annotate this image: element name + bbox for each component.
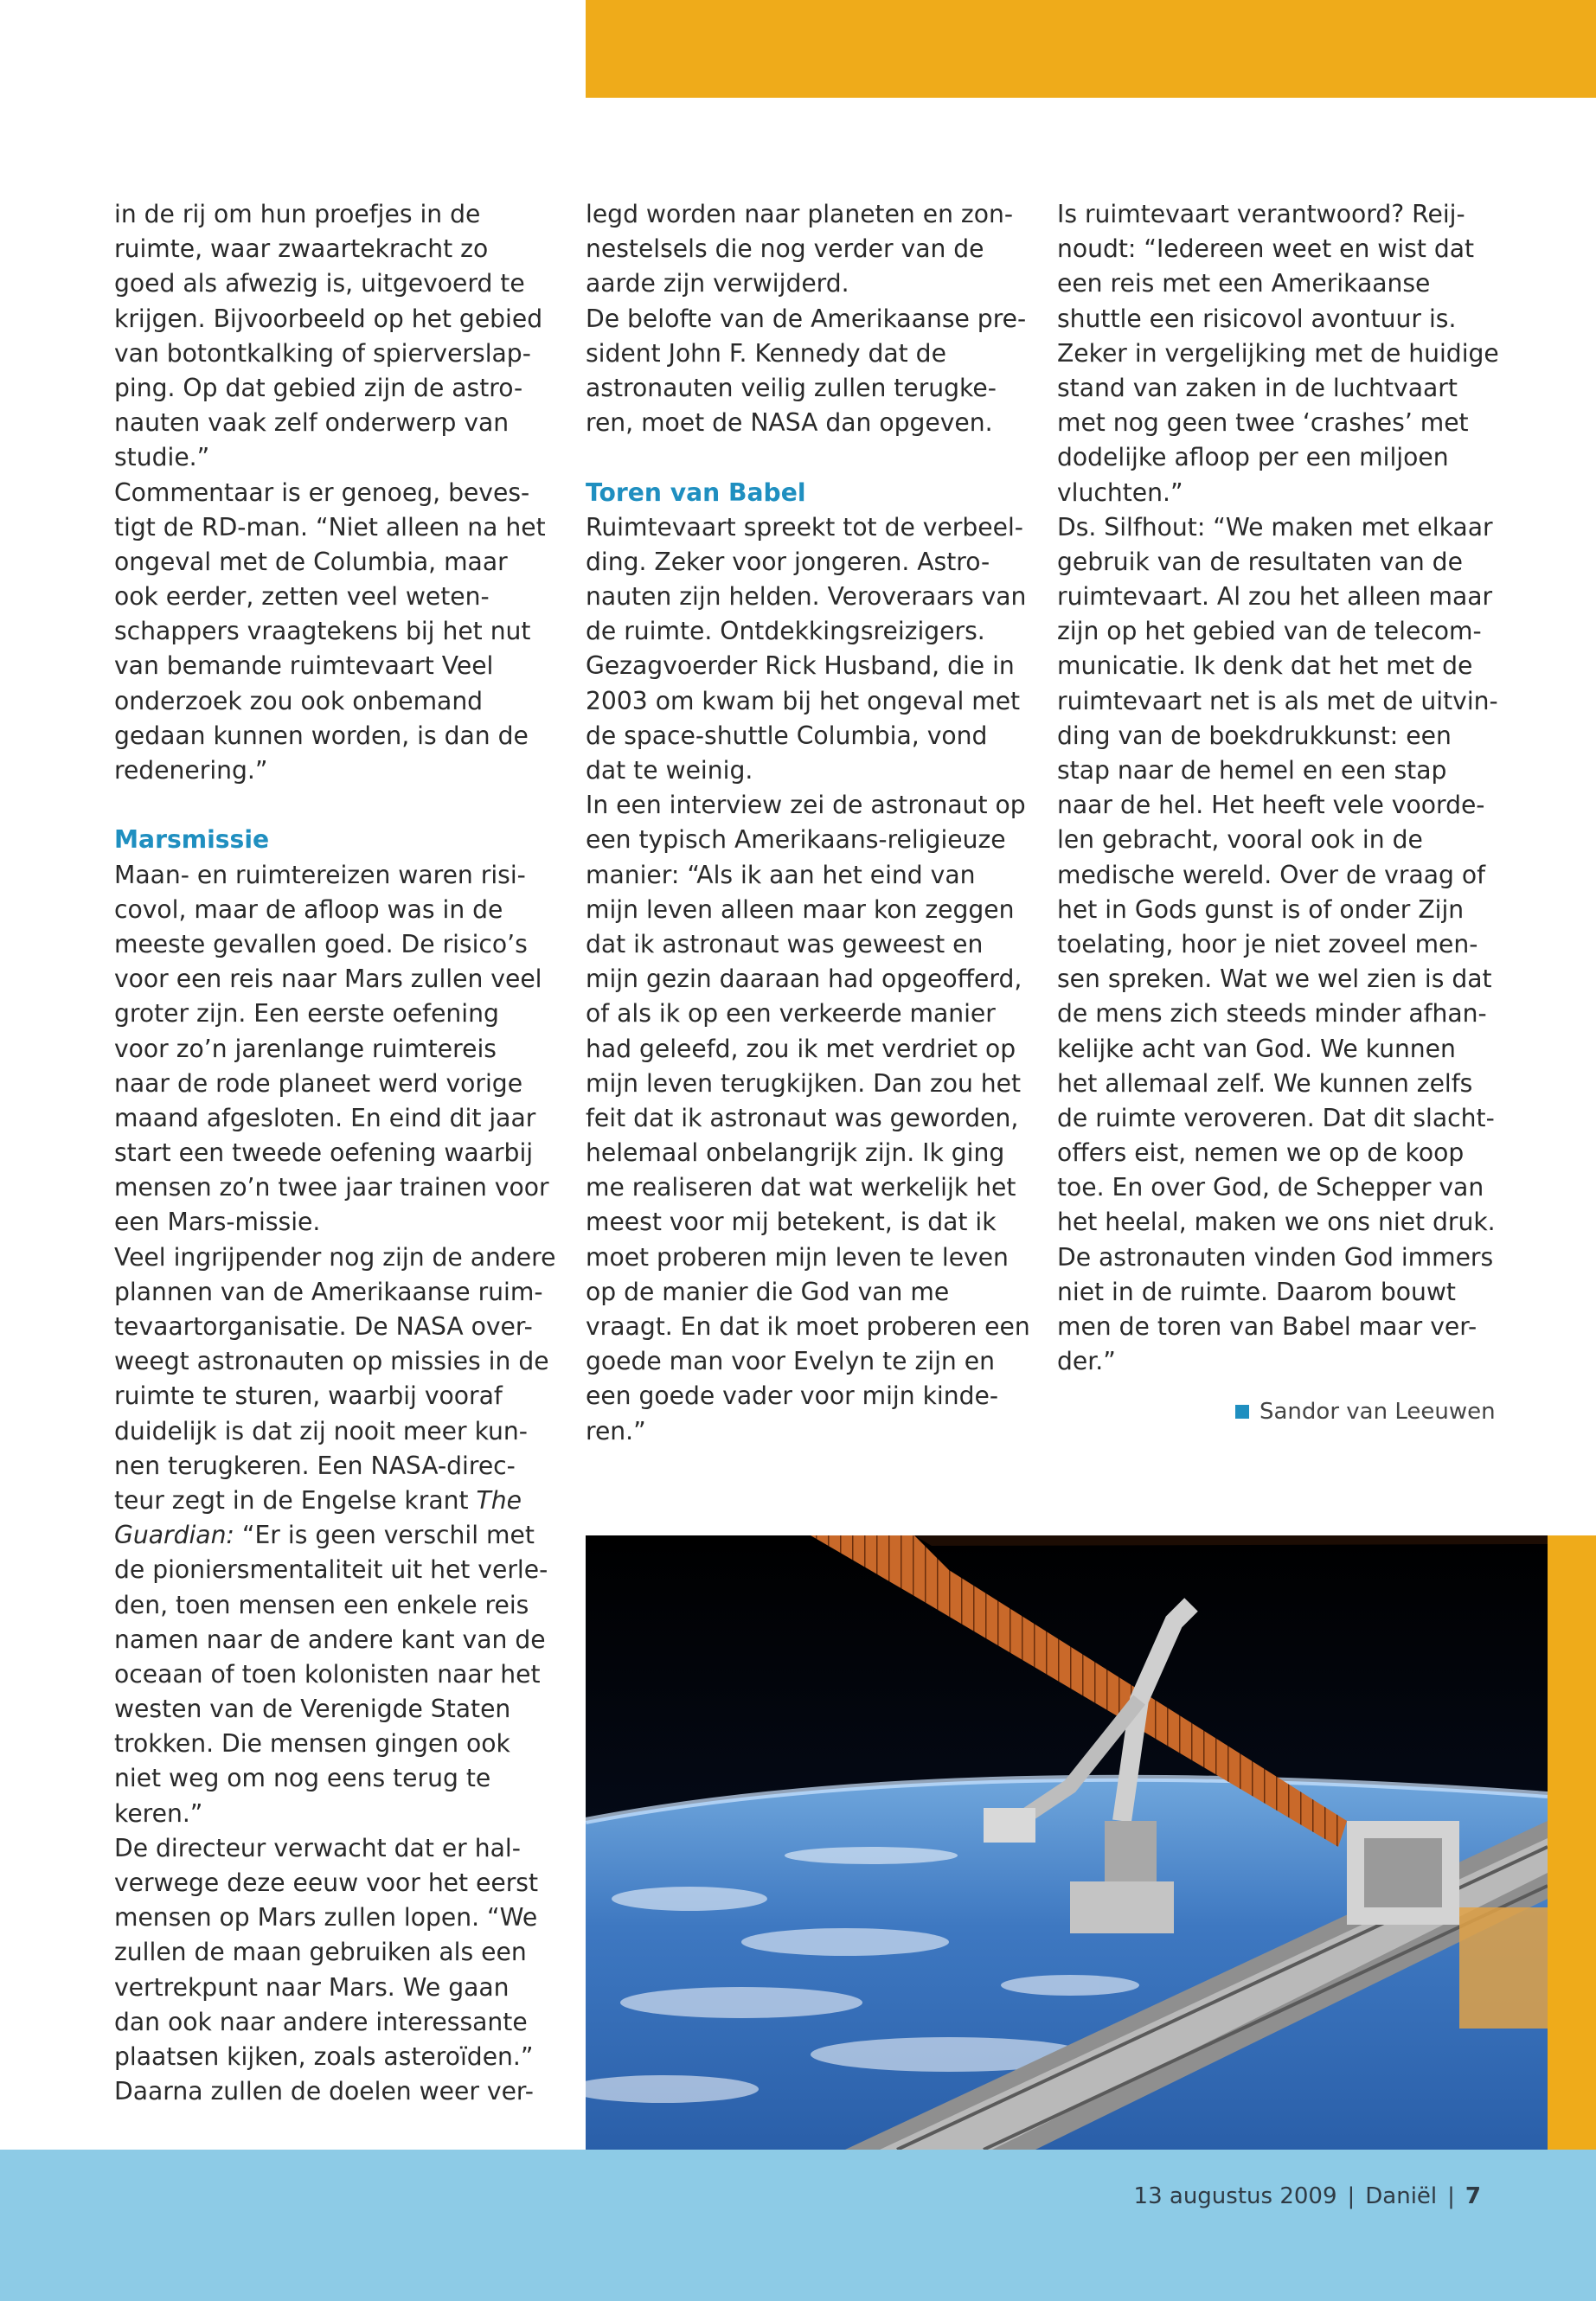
text-line: offers eist, nemen we op de koop <box>1057 1138 1465 1168</box>
footer-publication: Daniël <box>1365 2183 1438 2209</box>
text-line <box>114 1484 547 1518</box>
text-line: vluchten.” <box>1057 478 1183 507</box>
text-line: met nog geen twee ‘crashes’ met <box>1057 408 1469 438</box>
footer <box>1134 2183 1481 2209</box>
text-line: dat te weinig. <box>586 756 753 785</box>
footer-band <box>0 2150 1596 2301</box>
text-line: maand afgesloten. En eind dit jaar <box>114 1103 536 1132</box>
text-line: mijn gezin daaraan had opgeofferd, <box>586 965 1022 994</box>
line-text: teur zegt in de Engelse krant <box>114 1485 477 1515</box>
text-line: ding van de boekdrukkunst: een <box>1057 721 1452 750</box>
text-line: groter zijn. Een eerste oefening <box>114 999 499 1029</box>
text-line: shuttle een risicovol avontuur is. <box>1057 304 1457 333</box>
text-line: feit dat ik astronaut was geworden, <box>586 1103 1019 1132</box>
text-line: sident John F. Kennedy dat de <box>586 338 946 368</box>
text-line: op de manier die God van me <box>586 1277 950 1306</box>
text-line: meeste gevallen goed. De risico’s <box>114 929 528 958</box>
text-line: een Mars-missie. <box>114 1208 321 1237</box>
text-line: dan ook naar andere interessante <box>114 2007 528 2036</box>
text-line: had geleefd, zou ik met verdriet op <box>586 1034 1016 1063</box>
text-line: Maan- en ruimtereizen waren risi- <box>114 860 526 889</box>
text-line: ook eerder, zetten veel weten- <box>114 582 490 612</box>
text-line: ping. Op dat gebied zijn de astro- <box>114 373 523 402</box>
text-line: gebruik van de resultaten van de <box>1057 547 1463 576</box>
text-line: studie.” <box>114 443 210 472</box>
text-line: men de toren van Babel maar ver- <box>1057 1312 1477 1341</box>
text-line: Gezagvoerder Rick Husband, die in <box>586 651 1015 681</box>
text-line: goed als afwezig is, uitgevoerd te <box>114 269 525 298</box>
text-line: me realiseren dat wat werkelijk het <box>586 1173 1016 1202</box>
text-line: nauten zijn helden. Veroveraars van <box>586 582 1027 612</box>
text-line: gedaan kunnen worden, is dan de <box>114 721 529 750</box>
text-line: legd worden naar planeten en zon- <box>586 200 1013 228</box>
text-line: voor zo’n jarenlange ruimtereis <box>114 1034 497 1063</box>
text-line: een reis met een Amerikaanse <box>1057 269 1431 298</box>
text-line: De belofte van de Amerikaanse pre- <box>586 304 1027 333</box>
italic-text: Guardian: <box>114 1521 234 1550</box>
text-line: niet in de ruimte. Daarom bouwt <box>1057 1277 1456 1306</box>
text-line: het heelal, maken we ons niet druk. <box>1057 1208 1496 1237</box>
text-line: ding. Zeker voor jongeren. Astro- <box>586 547 990 576</box>
text-line: Daarna zullen de doelen weer ver- <box>114 2077 534 2106</box>
text-line: toelating, hoor je niet zoveel men- <box>1057 929 1478 958</box>
text-line: naar de rode planeet werd vorige <box>114 1068 523 1098</box>
text-line: van bemande ruimtevaart Veel <box>114 651 494 681</box>
text-line: ruimte, waar zwaartekracht zo <box>114 234 489 264</box>
text-line: duidelijk is dat zij nooit meer kun- <box>114 1416 528 1445</box>
text-line: vraagt. En dat ik moet proberen een <box>586 1312 1030 1341</box>
text-line: naar de hel. Het heeft vele voorde- <box>1057 791 1485 820</box>
text-line: manier: “Als ik aan het eind van <box>586 860 976 889</box>
text-line: dat ik astronaut was geweest en <box>586 929 984 958</box>
text-line: stand van zaken in de luchtvaart <box>1057 373 1458 402</box>
text-line: In een interview zei de astronaut op <box>586 791 1026 820</box>
text-line: ren, moet de NASA dan opgeven. <box>586 408 993 438</box>
iss-earth-illustration <box>586 1535 1548 2150</box>
text-line: covol, maar de afloop was in de <box>114 894 503 924</box>
text-line: noudt: “Iedereen weet en wist dat <box>1057 234 1475 264</box>
text-line: toe. En over God, de Schepper van <box>1057 1173 1484 1202</box>
text-line: kelijke acht van God. We kunnen <box>1057 1034 1456 1063</box>
text-column-3 <box>1057 197 1499 1430</box>
text-line: ren.” <box>586 1416 646 1445</box>
text-line: vertrekpunt naar Mars. We gaan <box>114 1972 510 2002</box>
text-line: nauten vaak zelf onderwerp van <box>114 408 510 438</box>
text-line: plannen van de Amerikaanse ruim- <box>114 1277 543 1306</box>
text-line: ruimtevaart. Al zou het alleen maar <box>1057 582 1493 612</box>
text-line: 2003 om kwam bij het ongeval met <box>586 686 1021 715</box>
text-line: tigt de RD-man. “Niet alleen na het <box>114 512 546 542</box>
text-line: keren.” <box>114 1798 203 1828</box>
text-line: goede man voor Evelyn te zijn en <box>586 1347 995 1376</box>
italic-text: The <box>476 1485 522 1515</box>
text-line: mijn leven alleen maar kon zeggen <box>586 894 1015 924</box>
text-line: mijn leven terugkijken. Dan zou het <box>586 1068 1022 1098</box>
text-line: plaatsen kijken, zoals asteroïden.” <box>114 2041 534 2071</box>
author-name: Sandor van Leeuwen <box>1259 1399 1496 1426</box>
text-line: voor een reis naar Mars zullen veel <box>114 965 542 994</box>
text-line: verwege deze eeuw voor het eerst <box>114 1868 539 1897</box>
text-line: tevaartorganisatie. De NASA over- <box>114 1312 533 1341</box>
text-line: trokken. Die mensen gingen ook <box>114 1729 510 1759</box>
text-line: nestelsels die nog verder van de <box>586 234 984 264</box>
paragraph-gap <box>586 440 1018 475</box>
text-line: mensen op Mars zullen lopen. “We <box>114 1903 538 1932</box>
text-line: het in Gods gunst is of onder Zijn <box>1057 894 1465 924</box>
text-line: mensen zo’n twee jaar trainen voor <box>114 1173 549 1202</box>
space-station-photo <box>586 1535 1548 2150</box>
text-line: stap naar de hemel en een stap <box>1057 756 1447 785</box>
text-line: astronauten veilig zullen terugke- <box>586 373 997 402</box>
text-line: ongeval met de Columbia, maar <box>114 547 508 576</box>
text-line: municatie. Ik denk dat het met de <box>1057 651 1473 681</box>
text-line: len gebracht, vooral ook in de <box>1057 825 1423 855</box>
line-text: “Er is geen verschil met <box>234 1521 535 1550</box>
side-accent-bar <box>1548 1535 1596 2150</box>
text-line: redenering.” <box>114 756 268 785</box>
text-line: zullen de maan gebruiken als een <box>114 1938 527 1967</box>
text-line: onderzoek zou ook onbemand <box>114 686 484 715</box>
text-column-1 <box>114 197 556 2109</box>
text-line: een typisch Amerikaans-religieuze <box>586 825 1006 855</box>
text-line: het allemaal zelf. We kunnen zelfs <box>1057 1068 1473 1098</box>
section-heading: Marsmissie <box>114 825 270 855</box>
text-line: Commentaar is er genoeg, beves- <box>114 478 530 507</box>
text-line: der.” <box>1057 1347 1116 1376</box>
text-line: namen naar de andere kant van de <box>114 1625 546 1654</box>
text-line: de pioniersmentaliteit uit het verle- <box>114 1555 548 1585</box>
text-line: moet proberen mijn leven te leven <box>586 1242 1009 1272</box>
text-line: of als ik op een verkeerde manier <box>586 999 996 1029</box>
text-line: aarde zijn verwijderd. <box>586 269 849 298</box>
text-line: nen terugkeren. Een NASA-direc- <box>114 1451 516 1480</box>
text-line: den, toen mensen een enkele reis <box>114 1590 529 1619</box>
text-line: ruimte te sturen, waarbij vooraf <box>114 1381 503 1411</box>
page-number: 7 <box>1465 2183 1481 2209</box>
author-byline <box>1057 1394 1496 1429</box>
text-line: helemaal onbelangrijk zijn. Ik ging <box>586 1138 1005 1168</box>
footer-separator-2: | <box>1447 2183 1455 2209</box>
text-line: de mens zich steeds minder afhan- <box>1057 999 1487 1029</box>
text-line: dodelijke afloop per een miljoen <box>1057 443 1449 472</box>
text-line: schappers vraagtekens bij het nut <box>114 617 531 646</box>
text-line: van botontkalking of spierverslap- <box>114 338 531 368</box>
text-line: ruimtevaart net is als met de uitvin- <box>1057 686 1498 715</box>
text-line: weegt astronauten op missies in de <box>114 1347 549 1376</box>
text-line: medische wereld. Over de vraag of <box>1057 860 1486 889</box>
text-line: meest voor mij betekent, is dat ik <box>586 1208 997 1237</box>
text-line: sen spreken. Wat we wel zien is dat <box>1057 965 1492 994</box>
square-bullet-icon <box>1235 1405 1249 1419</box>
text-line: De directeur verwacht dat er hal- <box>114 1833 521 1862</box>
text-line: start een tweede oefening waarbij <box>114 1138 534 1168</box>
top-accent-bar <box>586 0 1596 98</box>
text-column-2 <box>586 197 1030 1449</box>
section-heading: Toren van Babel <box>586 478 806 507</box>
text-line: westen van de Verenigde Staten <box>114 1695 511 1724</box>
text-line: Is ruimtevaart verantwoord? Reij- <box>1057 200 1465 228</box>
text-line: in de rij om hun proefjes in de <box>114 200 481 228</box>
text-line: zijn op het gebied van de telecom- <box>1057 617 1482 646</box>
text-line: een goede vader voor mijn kinde- <box>586 1381 999 1411</box>
footer-date: 13 augustus 2009 <box>1133 2183 1337 2209</box>
text-line: de ruimte veroveren. Dat dit slacht- <box>1057 1103 1495 1132</box>
footer-separator: | <box>1347 2183 1356 2209</box>
text-line: Zeker in vergelijking met de huidige <box>1057 338 1499 368</box>
text-line: de ruimte. Ontdekkingsreizigers. <box>586 617 985 646</box>
text-line: Ruimtevaart spreekt tot de verbeel- <box>586 512 1023 542</box>
text-line: krijgen. Bijvoorbeeld op het gebied <box>114 304 543 333</box>
text-line: niet weg om nog eens terug te <box>114 1764 491 1793</box>
text-line <box>114 1518 547 1553</box>
text-line: Veel ingrijpender nog zijn de andere <box>114 1242 556 1272</box>
text-line: de space-shuttle Columbia, vond <box>586 721 988 750</box>
text-line: oceaan of toen kolonisten naar het <box>114 1659 541 1689</box>
text-line: De astronauten vinden God immers <box>1057 1242 1494 1272</box>
text-line: Ds. Silfhout: “We maken met elkaar <box>1057 512 1493 542</box>
paragraph-gap <box>114 788 547 823</box>
